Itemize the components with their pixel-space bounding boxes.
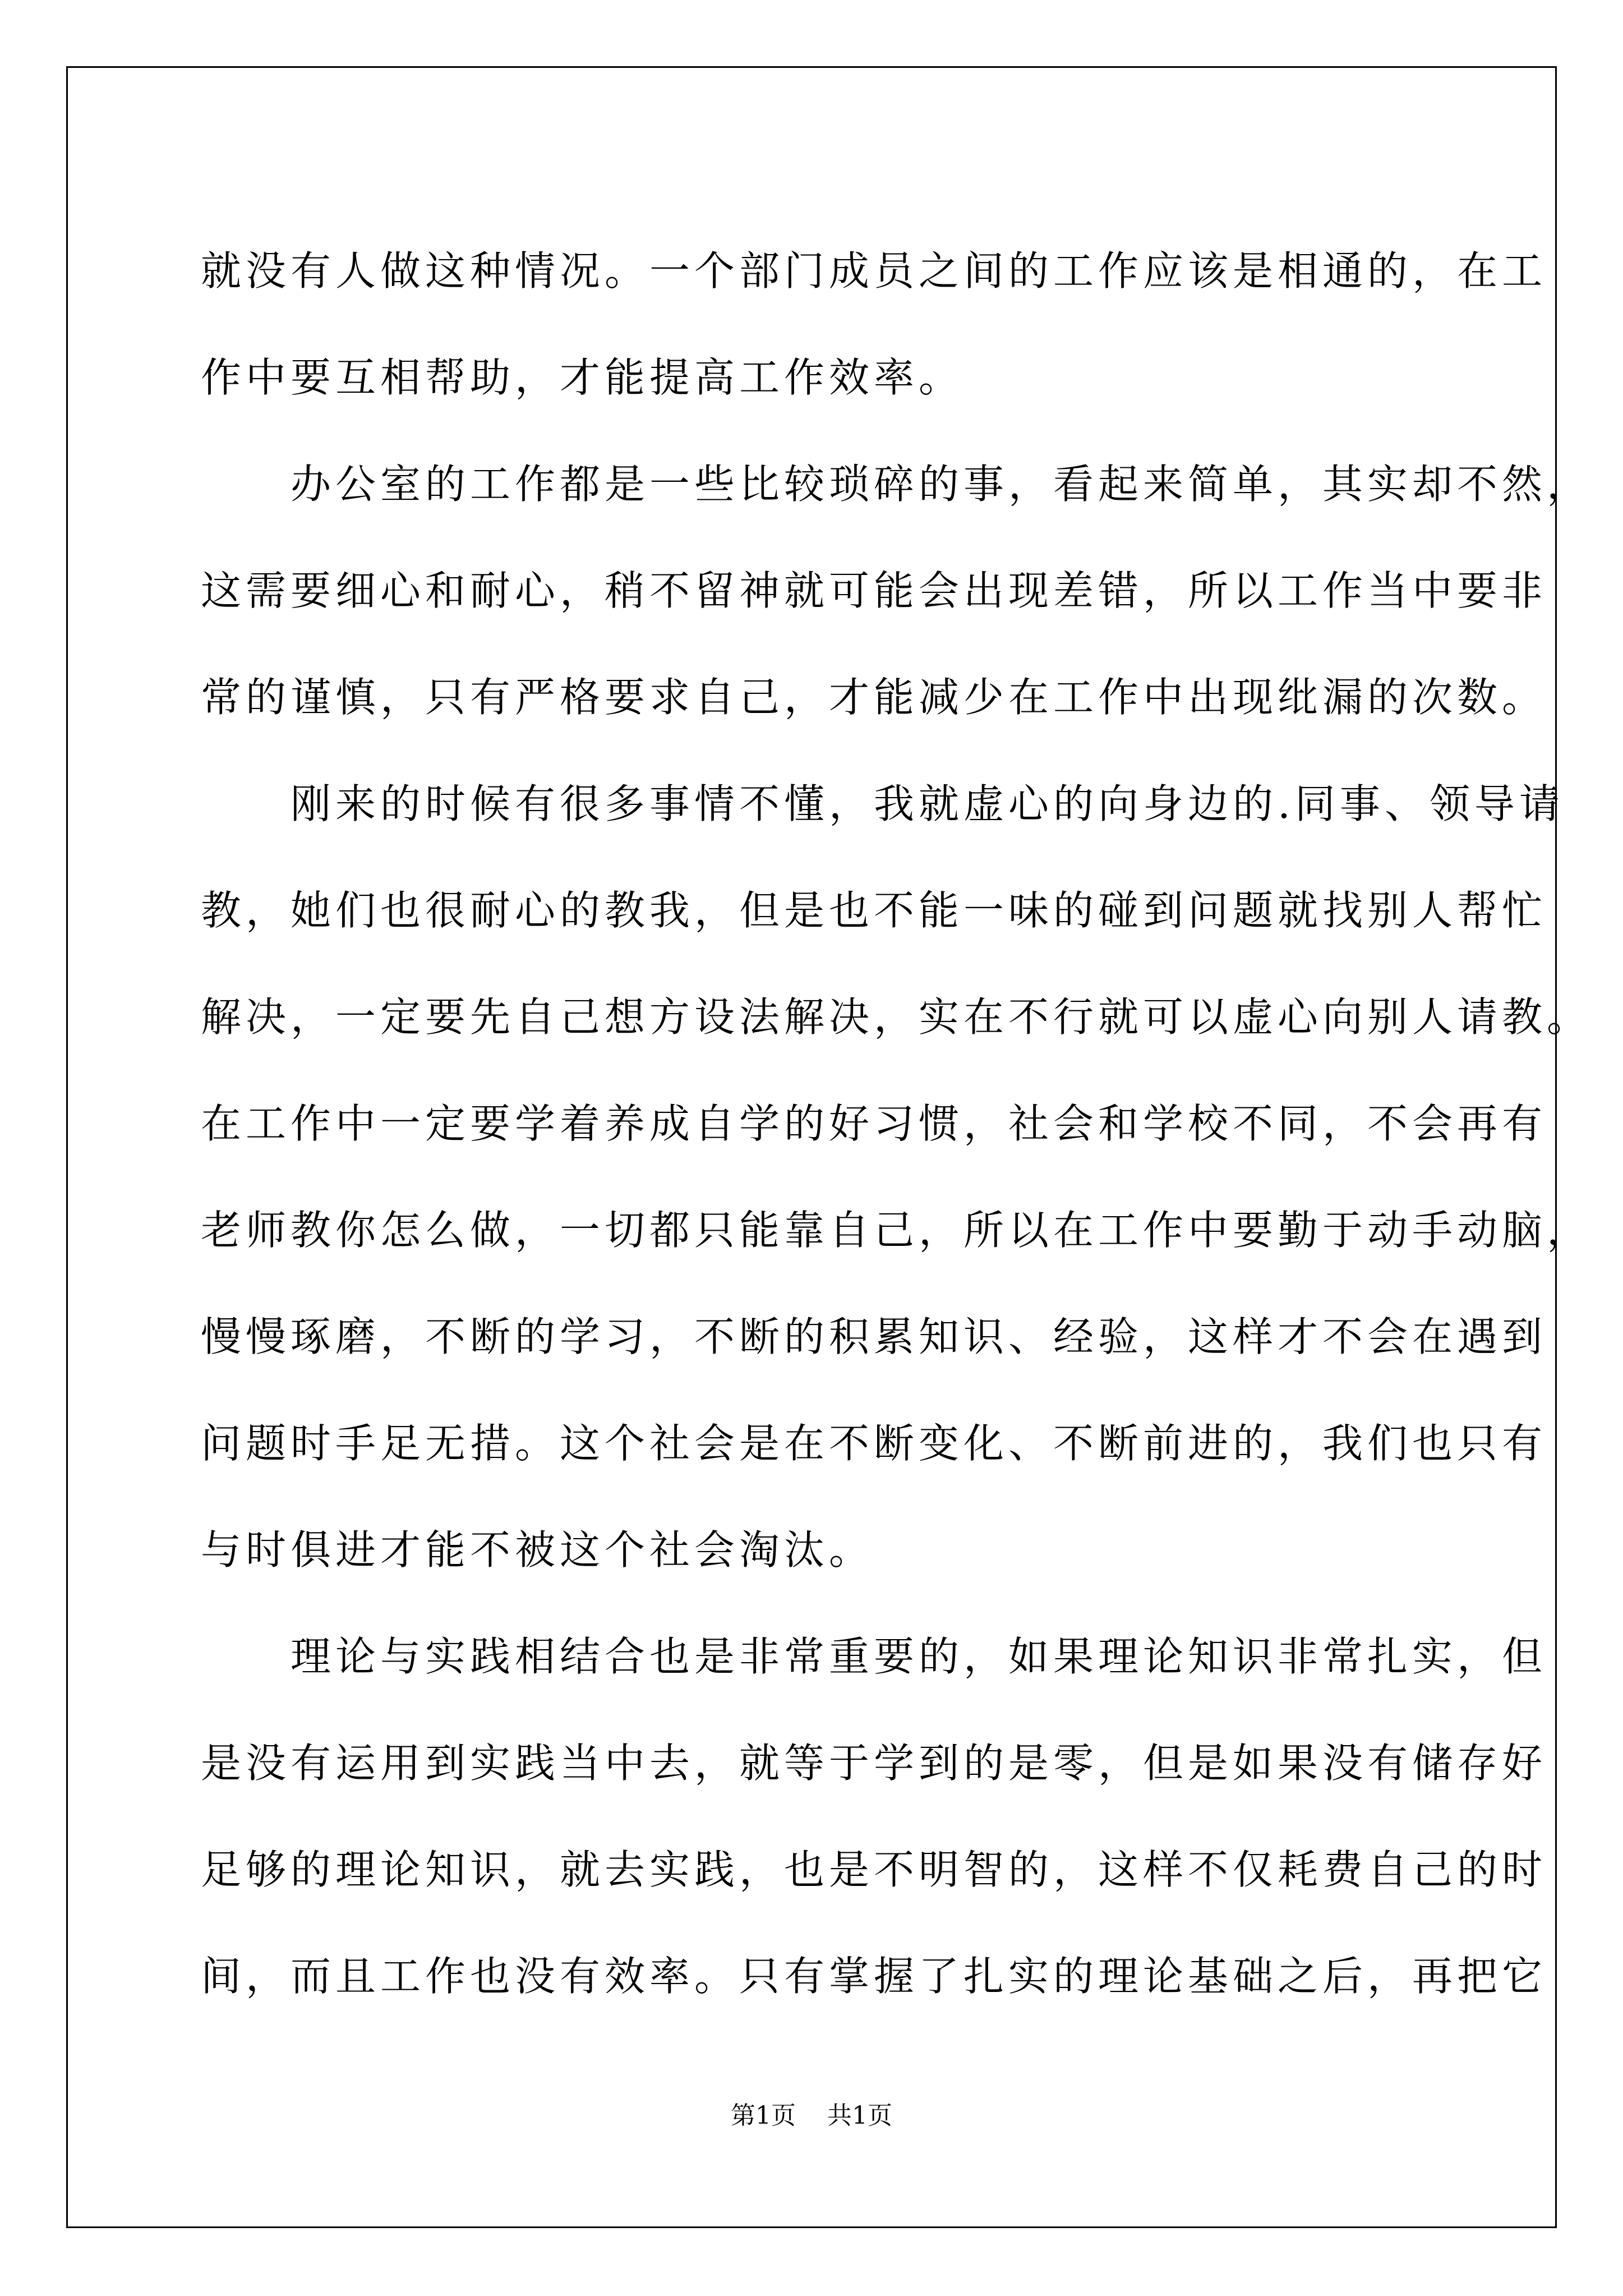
text-line: 办公室的工作都是一些比较琐碎的事，看起来简单，其实却不然，	[201, 461, 1592, 508]
text-line: 刚来的时候有很多事情不懂，我就虚心的向身边的.同事、领导请	[201, 780, 1564, 827]
text-line: 是没有运用到实践当中去，就等于学到的是零，但是如果没有储存好	[201, 1740, 1547, 1787]
text-line: 问题时手足无措。这个社会是在不断变化、不断前进的，我们也只有	[201, 1420, 1547, 1467]
text-line: 解决，一定要先自己想方设法解决，实在不行就可以虚心向别人请教。	[201, 993, 1592, 1041]
text-line: 在工作中一定要学着养成自学的好习惯，社会和学校不同，不会再有	[201, 1100, 1547, 1147]
footer-spacer	[796, 2101, 827, 2130]
text-line: 与时俱进才能不被这个社会淘汰。	[201, 1526, 874, 1573]
text-line: 慢慢琢磨，不断的学习，不断的积累知识、经验，这样才不会在遇到	[201, 1313, 1547, 1360]
text-line: 足够的理论知识，就去实践，也是不明智的，这样不仅耗费自己的时	[201, 1846, 1547, 1893]
text-line: 间，而且工作也没有效率。只有掌握了扎实的理论基础之后，再把它	[201, 1953, 1547, 2000]
text-line: 理论与实践相结合也是非常重要的，如果理论知识非常扎实，但	[201, 1633, 1547, 1680]
text-line: 就没有人做这种情况。一个部门成员之间的工作应该是相通的，在工	[201, 247, 1547, 295]
page-footer	[0, 2099, 1623, 2133]
text-line: 教，她们也很耐心的教我，但是也不能一味的碰到问题就找别人帮忙	[201, 887, 1547, 934]
text-line: 这需要细心和耐心，稍不留神就可能会出现差错，所以工作当中要非	[201, 567, 1547, 614]
page-number: 第1页	[731, 2101, 796, 2130]
text-line: 老师教你怎么做，一切都只能靠自己，所以在工作中要勤于动手动脑，	[201, 1207, 1592, 1254]
text-line: 常的谨慎，只有严格要求自己，才能减少在工作中出现纰漏的次数。	[201, 674, 1547, 721]
text-line: 作中要互相帮助，才能提高工作效率。	[201, 354, 964, 401]
page-total: 共1页	[827, 2101, 892, 2130]
document-body	[201, 218, 1592, 2030]
